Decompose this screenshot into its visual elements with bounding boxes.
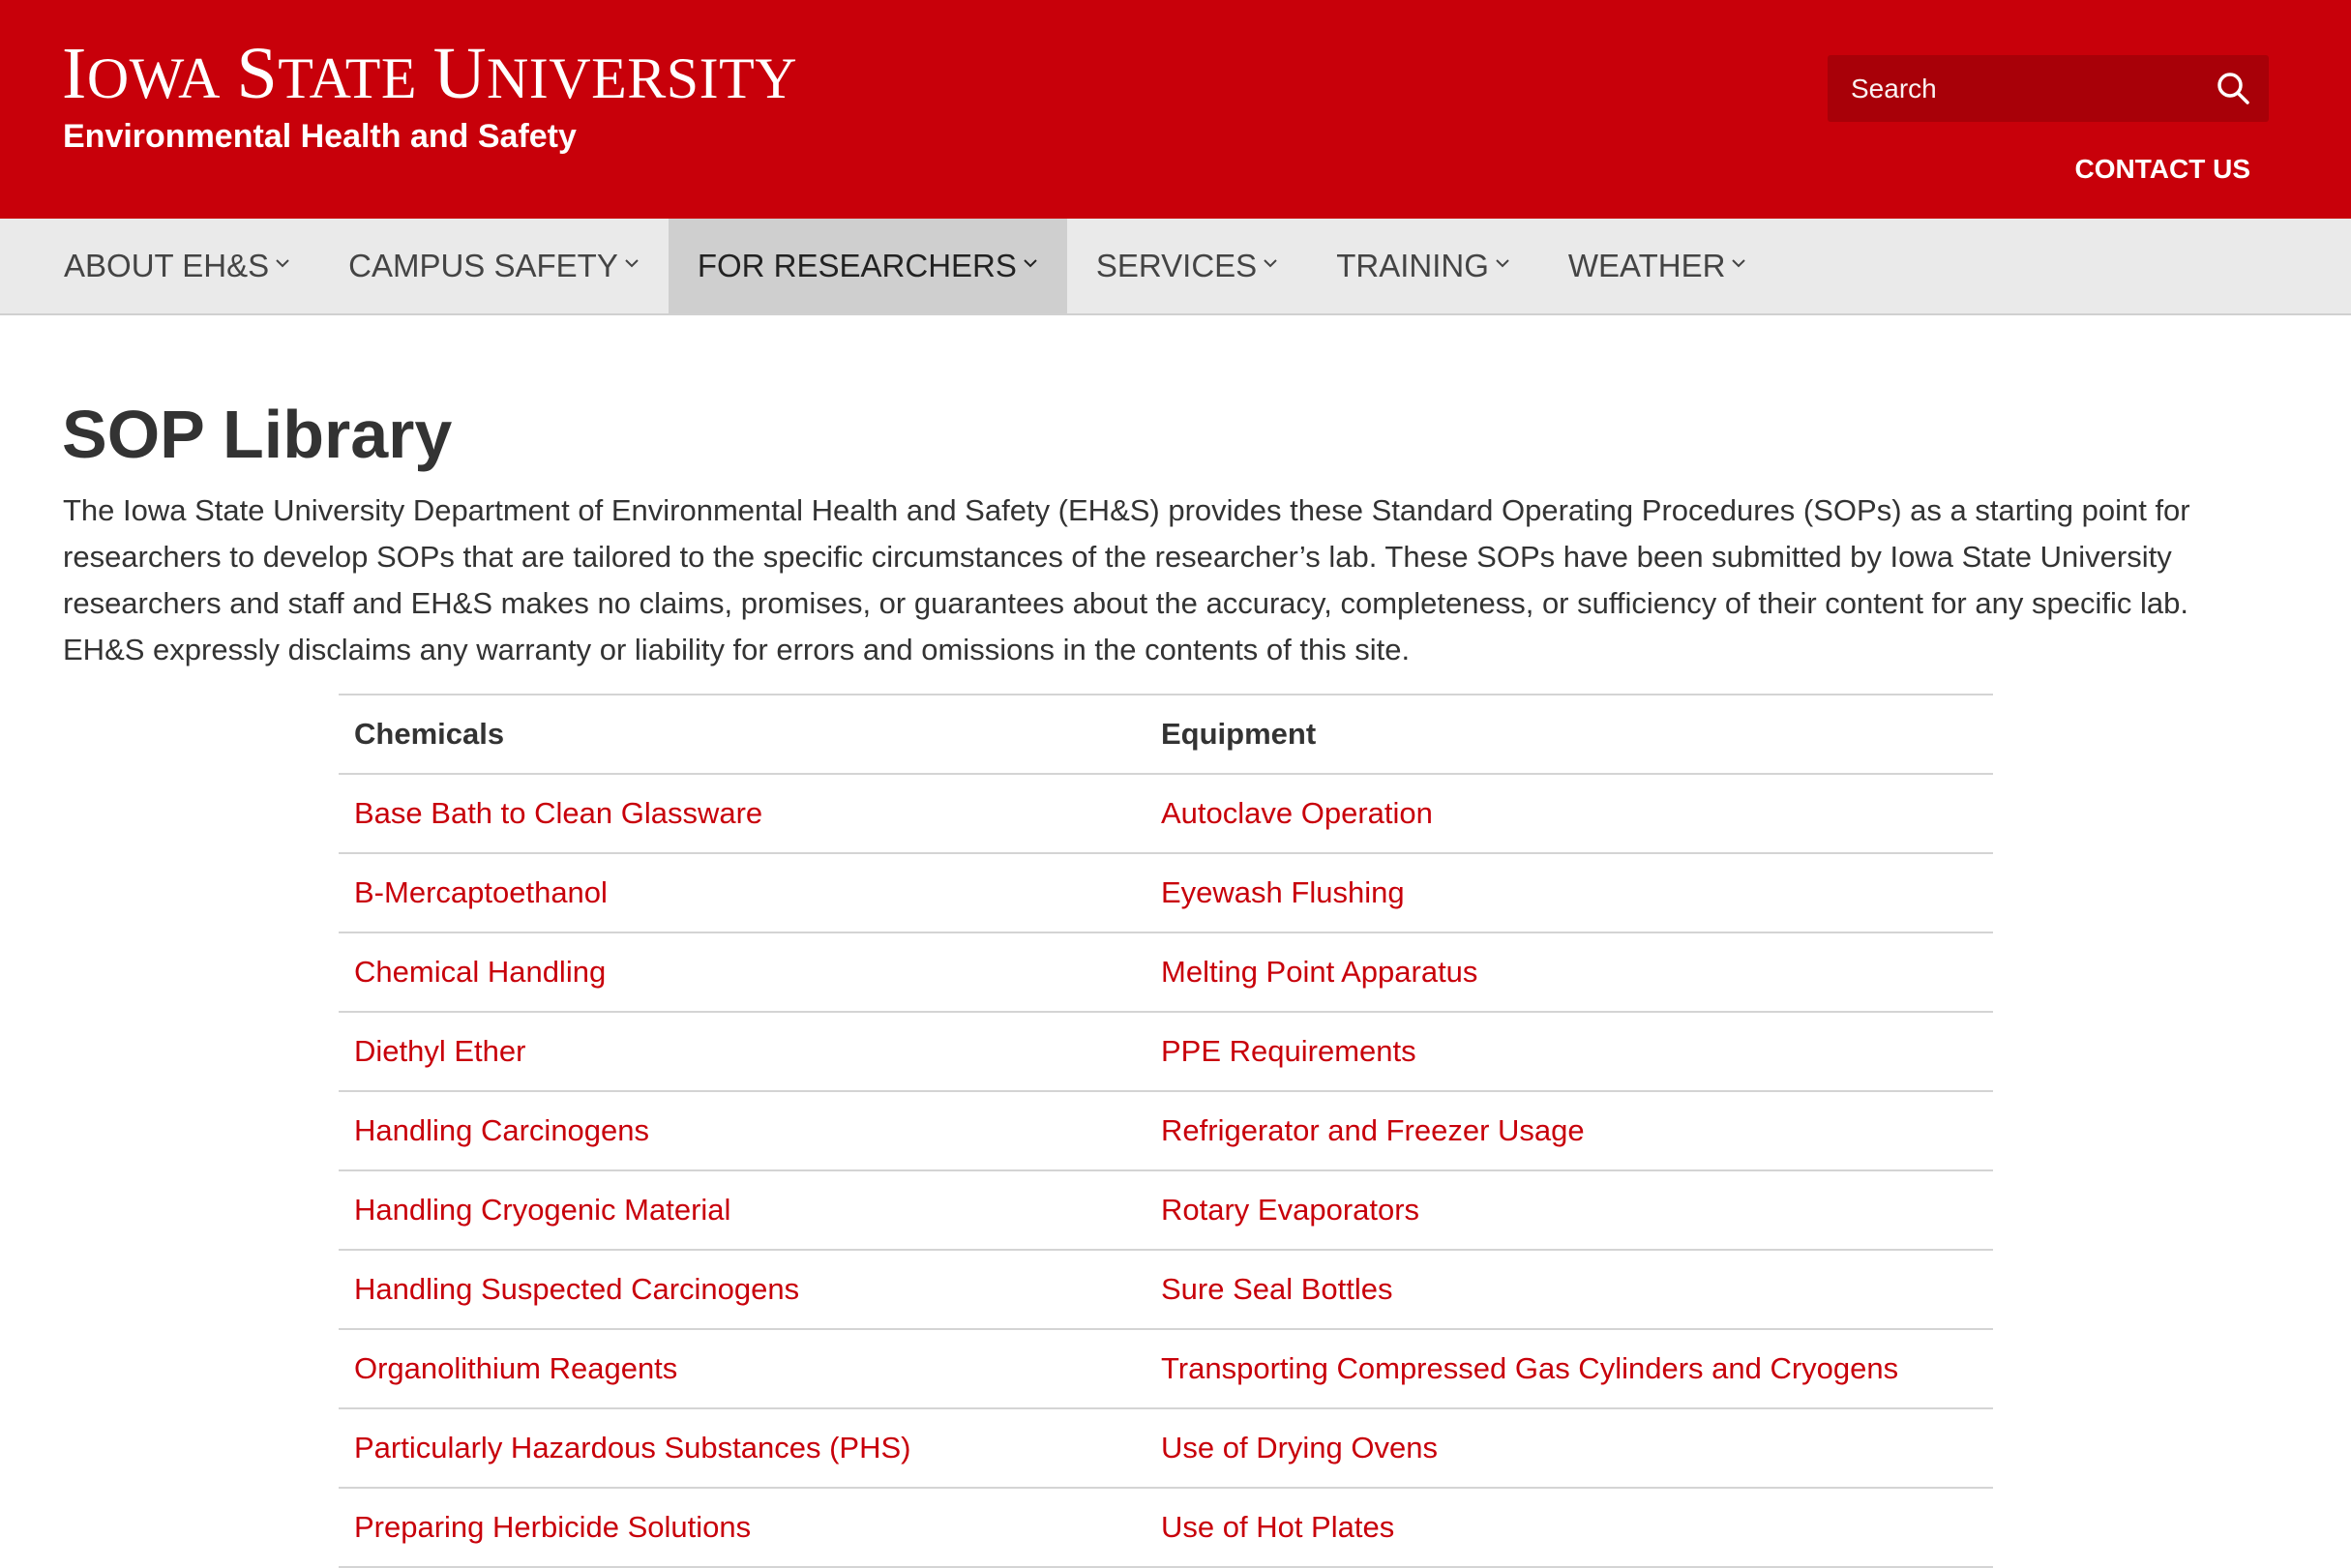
table-cell [1146, 774, 1993, 853]
university-wordmark-logo[interactable] [62, 33, 798, 114]
nav-item-label: WEATHER [1567, 248, 1726, 283]
nav-item-weather[interactable] [1539, 219, 1776, 313]
table-cell [1146, 932, 1993, 1012]
search-input[interactable] [1828, 59, 2201, 119]
table-cell [339, 1408, 1146, 1488]
sop-table [339, 694, 1993, 1568]
table-cell [1146, 1091, 1993, 1170]
page-title: SOP Library [62, 397, 453, 472]
main-navigation [0, 219, 2351, 315]
nav-item-label: ABOUT EH&S [64, 248, 270, 283]
table-row [339, 1012, 1993, 1091]
contact-us-link[interactable]: CONTACT US [2074, 154, 2250, 184]
sop-link[interactable]: Diethyl Ether [354, 1034, 526, 1068]
table-cell [339, 1250, 1146, 1329]
intro-line: researchers to develop SOPs that are tailored to the specific circumstances of the researcher’s lab. These SOPs have been submitted by Iowa State University [63, 540, 2172, 574]
nav-item-label: CAMPUS SAFETY [348, 248, 618, 283]
search-icon[interactable] [2213, 68, 2255, 110]
table-cell [1146, 1170, 1993, 1250]
table-row [339, 1488, 1993, 1567]
table-cell [339, 932, 1146, 1012]
wordmark-text: OWA [86, 46, 221, 110]
table-row [339, 932, 1993, 1012]
sop-link[interactable]: Use of Hot Plates [1161, 1510, 1395, 1544]
intro-paragraph [63, 488, 2307, 673]
table-cell [1146, 1329, 1993, 1408]
table-cell [339, 1329, 1146, 1408]
search-box [1828, 55, 2269, 122]
table-row [339, 1170, 1993, 1250]
chevron-down-icon [1023, 255, 1038, 271]
sop-link[interactable]: Rotary Evaporators [1161, 1193, 1420, 1227]
table-cell [1146, 1488, 1993, 1567]
intro-line: The Iowa State University Department of Environmental Health and Safety (EH&S) provides these Standard Operating Procedures (SOPs) as a starting point for [63, 493, 2190, 527]
sop-link[interactable]: Refrigerator and Freezer Usage [1161, 1113, 1585, 1147]
wordmark-text: TATE [278, 46, 418, 110]
table-cell [339, 774, 1146, 853]
chevron-down-icon [1731, 255, 1746, 271]
table-cell [1146, 1408, 1993, 1488]
table-cell [339, 1488, 1146, 1567]
nav-item-training[interactable] [1307, 219, 1539, 313]
wordmark-letter: S [236, 33, 279, 114]
sop-link[interactable]: Organolithium Reagents [354, 1351, 678, 1385]
nav-item-label: FOR RESEARCHERS [697, 248, 1017, 283]
nav-item-label: TRAINING [1336, 248, 1489, 283]
table-row [339, 774, 1993, 853]
table-cell [1146, 1250, 1993, 1329]
nav-item-campus-safety[interactable] [319, 219, 669, 313]
site-header [0, 0, 2351, 219]
sop-link[interactable]: Base Bath to Clean Glassware [354, 796, 763, 830]
sop-link[interactable]: Sure Seal Bottles [1161, 1272, 1393, 1306]
table-cell [1146, 853, 1993, 932]
sop-link[interactable]: Use of Drying Ovens [1161, 1431, 1438, 1464]
table-cell [339, 1170, 1146, 1250]
table-row [339, 853, 1993, 932]
chevron-down-icon [1263, 255, 1278, 271]
sop-link[interactable]: Melting Point Apparatus [1161, 955, 1478, 989]
nav-item-for-researchers[interactable] [669, 219, 1067, 313]
site-name-link[interactable]: Environmental Health and Safety [63, 118, 577, 155]
table-header-row [339, 695, 1993, 774]
sop-link[interactable]: Chemical Handling [354, 955, 607, 989]
table-row [339, 1091, 1993, 1170]
sop-link[interactable]: Transporting Compressed Gas Cylinders and Cryogens [1161, 1351, 1899, 1385]
table-row [339, 1408, 1993, 1488]
column-header-equipment: Equipment [1146, 695, 1993, 774]
sop-link[interactable]: Eyewash Flushing [1161, 875, 1405, 909]
table-cell [339, 853, 1146, 932]
table-cell [339, 1091, 1146, 1170]
sop-link[interactable]: Particularly Hazardous Substances (PHS) [354, 1431, 911, 1464]
intro-line: EH&S expressly disclaims any warranty or liability for errors and omissions in the contents of this site. [63, 633, 1411, 666]
sop-link[interactable]: Autoclave Operation [1161, 796, 1433, 830]
sop-link[interactable]: Handling Suspected Carcinogens [354, 1272, 800, 1306]
sop-link[interactable]: Handling Carcinogens [354, 1113, 650, 1147]
wordmark-letter: U [432, 33, 487, 114]
sop-link[interactable]: B-Mercaptoethanol [354, 875, 608, 909]
nav-item-about[interactable] [35, 219, 319, 313]
table-cell [339, 1012, 1146, 1091]
sop-link[interactable]: Handling Cryogenic Material [354, 1193, 731, 1227]
intro-line: researchers and staff and EH&S makes no claims, promises, or guarantees about the accuracy, completeness, or sufficiency of their content for any specific lab. [63, 586, 2188, 620]
nav-item-label: SERVICES [1095, 248, 1258, 283]
nav-item-services[interactable] [1067, 219, 1307, 313]
chevron-down-icon [624, 255, 640, 271]
chevron-down-icon [275, 255, 290, 271]
table-cell [1146, 1012, 1993, 1091]
wordmark-text: NIVERSITY [486, 46, 798, 110]
sop-link[interactable]: Preparing Herbicide Solutions [354, 1510, 752, 1544]
column-header-chemicals: Chemicals [339, 695, 1146, 774]
wordmark-letter: I [62, 33, 87, 114]
table-row [339, 1329, 1993, 1408]
sop-link[interactable]: PPE Requirements [1161, 1034, 1416, 1068]
chevron-down-icon [1495, 255, 1510, 271]
table-row [339, 1250, 1993, 1329]
